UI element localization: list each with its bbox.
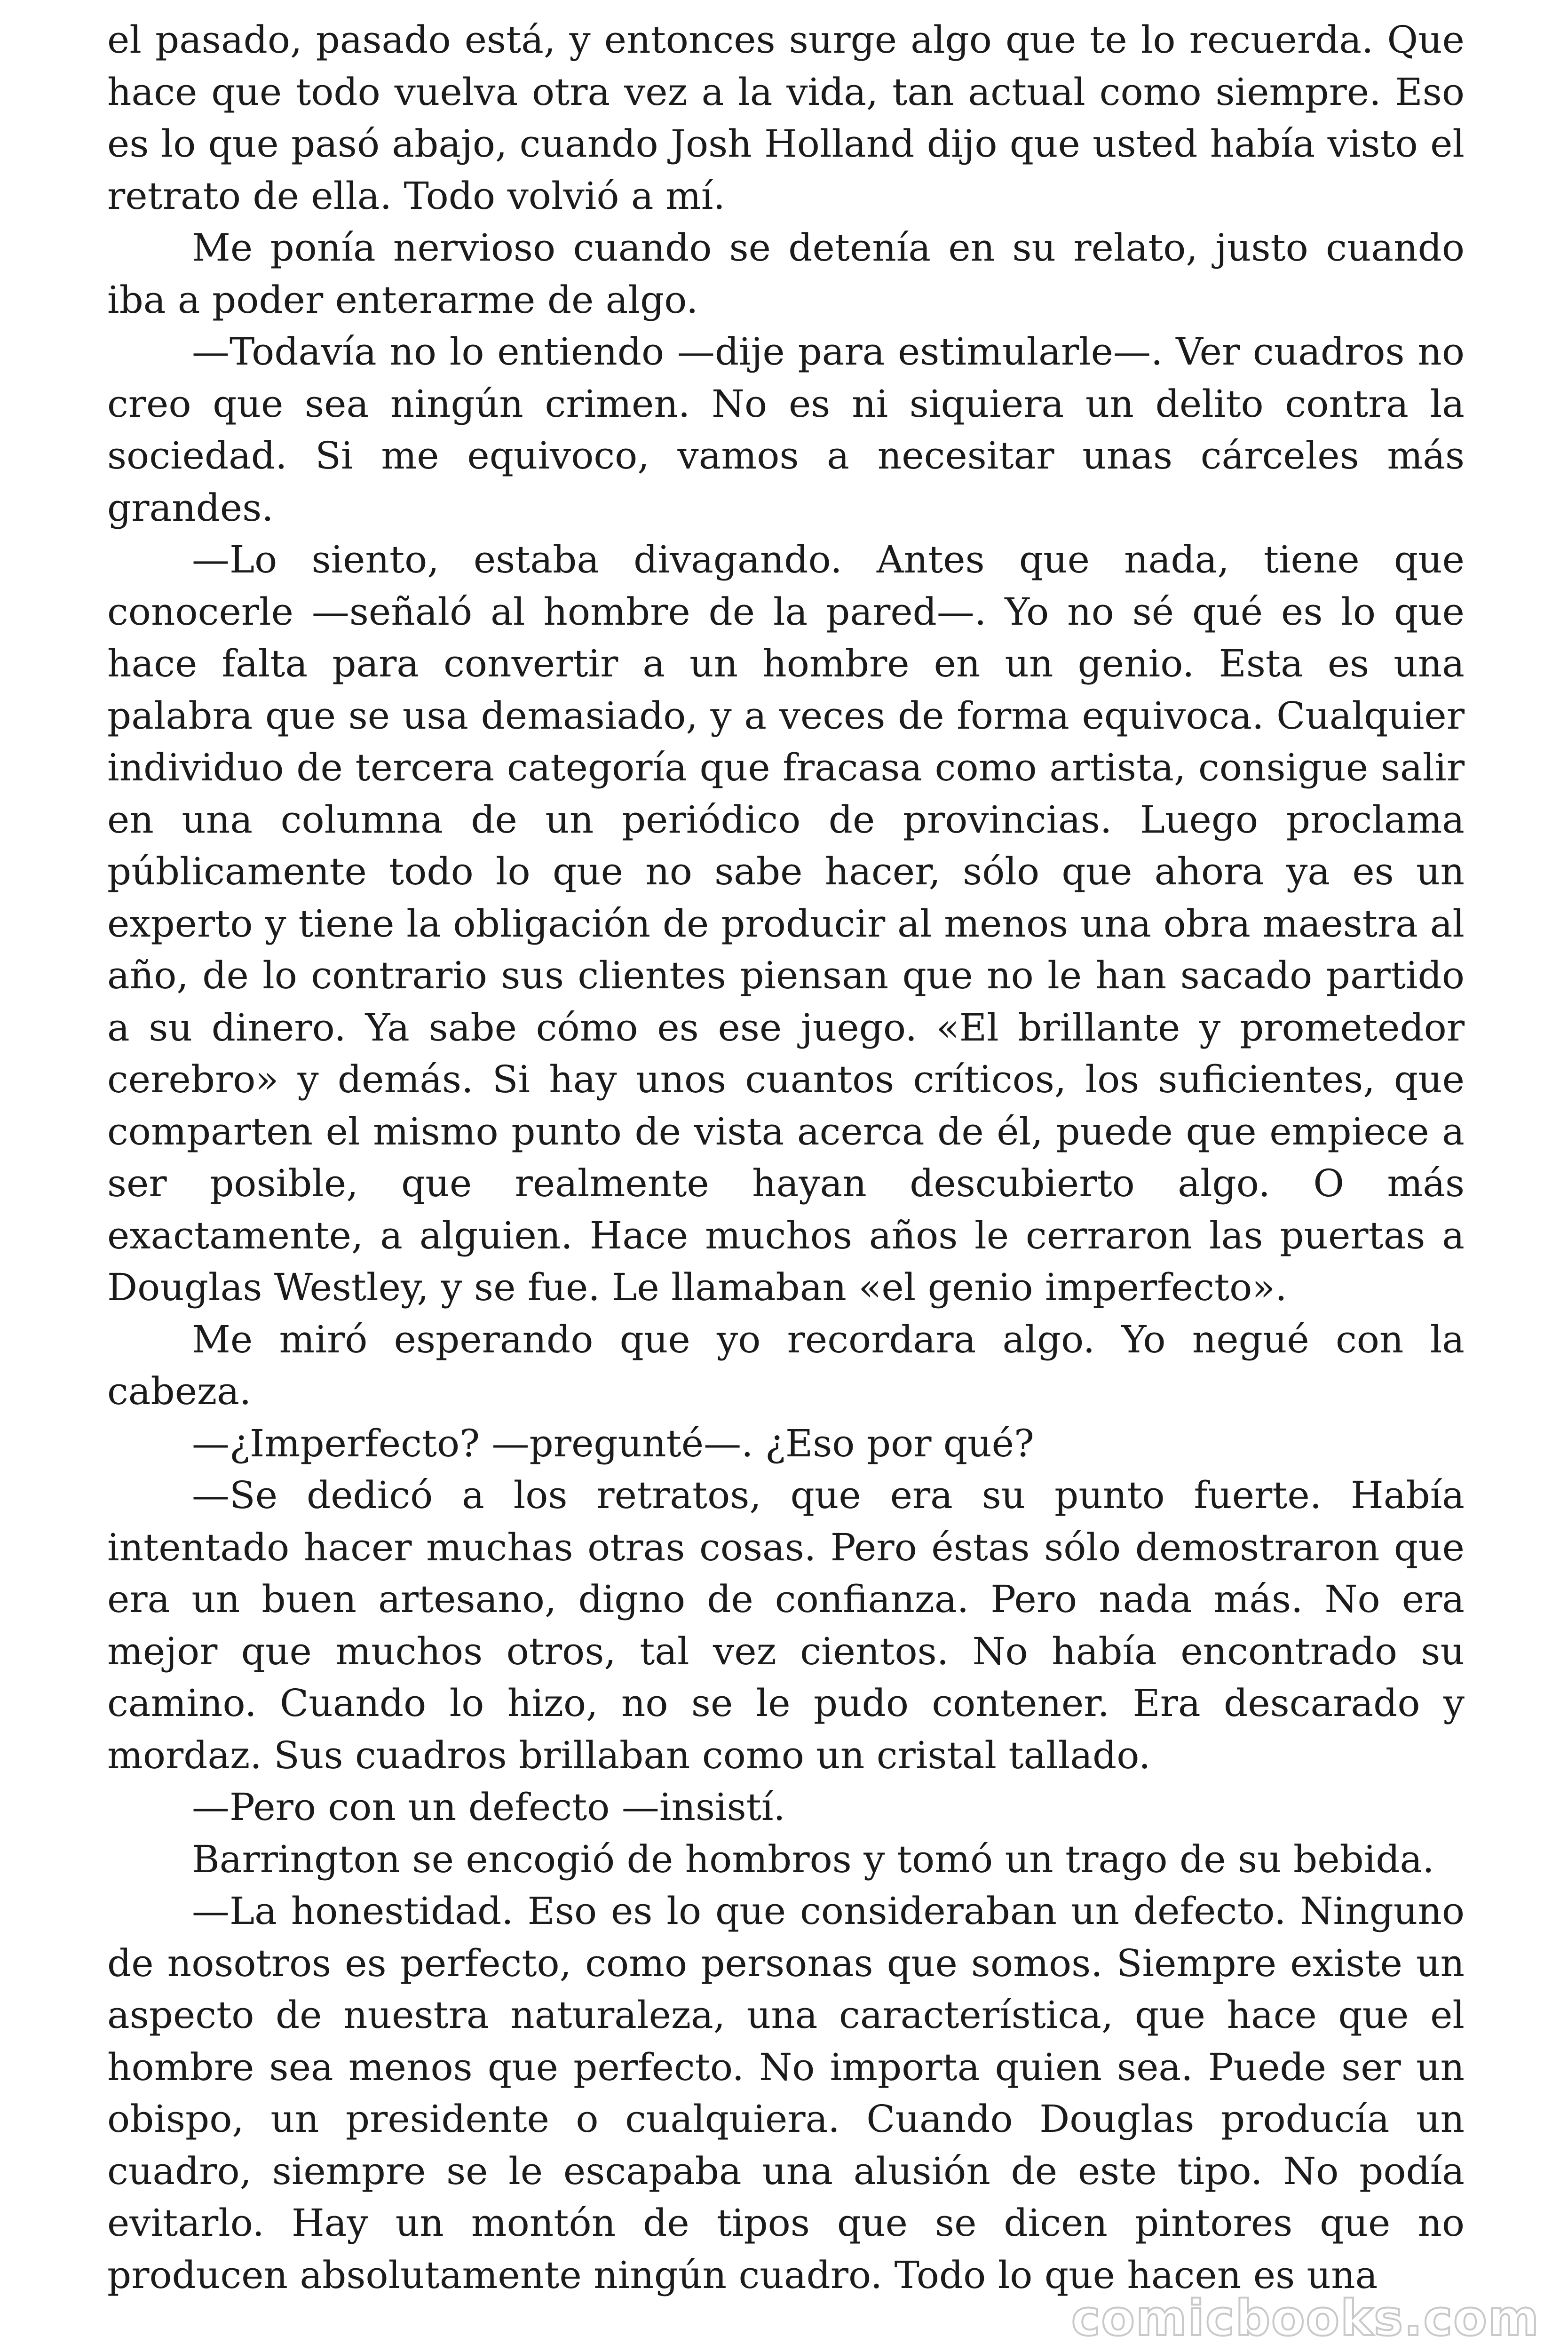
paragraph: —¿Imperfecto? —pregunté—. ¿Eso por qué? [192,1421,1034,1465]
paragraph: el pasado, pasado está, y entonces surge algo que te lo recuerda. Que hace que todo vuelva otra vez a la vida, tan actual como siempre. Eso es lo que pasó abajo, cuando Josh Holland dijo que usted había visto el retrato de ella. Todo volvió a mí. [107,18,1465,218]
paragraph: —La honestidad. Eso es lo que consideraban un defecto. Ninguno de nosotros es perfecto, como personas que somos. Siempre existe un aspecto de nuestra naturaleza, una característica, que hace que el hombre sea menos que perfecto. No importa quien sea. Puede ser un obispo, un presidente o cualquiera. Cuando Douglas producía un cuadro, siempre se le escapaba una alusión de este tipo. No podía evitarlo. Hay un montón de tipos que se dicen pintores que no producen absolutamente ningún cuadro. Todo lo que hacen es una [107,1889,1465,2297]
paragraph: Me ponía nervioso cuando se detenía en su relato, justo cuando iba a poder enterarme de algo. [107,226,1465,322]
watermark: comicbooks.com [1071,2289,1540,2347]
paragraph: Me miró esperando que yo recordara algo. Yo negué con la cabeza. [107,1317,1465,1413]
paragraph: Barrington se encogió de hombros y tomó un trago de su bebida. [192,1837,1434,1881]
paragraph: —Todavía no lo entiendo —dije para estimularle—. Ver cuadros no creo que sea ningún crimen. No es ni siquiera un delito contra la sociedad. Si me equivoco, vamos a necesitar unas cárceles más grandes. [107,330,1465,530]
book-page-text [107,14,1465,2301]
paragraph: —Se dedicó a los retratos, que era su punto fuerte. Había intentado hacer muchas otras cosas. Pero éstas sólo demostraron que era un buen artesano, digno de confianza. Pero nada más. No era mejor que muchos otros, tal vez cientos. No había encontrado su camino. Cuando lo hizo, no se le pudo contener. Era descarado y mordaz. Sus cuadros brillaban como un cristal tallado. [107,1473,1465,1777]
paragraph: —Lo siento, estaba divagando. Antes que nada, tiene que conocerle —señaló al hombre de la pared—. Yo no sé qué es lo que hace falta para convertir a un hombre en un genio. Esta es una palabra que se usa demasiado, y a veces de forma equivoca. Cualquier individuo de tercera categoría que fracasa como artista, consigue salir en una columna de un periódico de provincias. Luego proclama públicamente todo lo que no sabe hacer, sólo que ahora ya es un experto y tiene la obligación de producir al menos una obra maestra al año, de lo contrario sus clientes piensan que no le han sacado partido a su dinero. Ya sabe cómo es ese juego. «El brillante y prometedor cerebro» y demás. Si hay unos cuantos críticos, los suficientes, que comparten el mismo punto de vista acerca de él, puede que empiece a ser posible, que realmente hayan descubierto algo. O más exactamente, a alguien. Hace muchos años le cerraron las puertas a Douglas Westley, y se fue. Le llamaban «el genio imperfecto». [107,538,1465,1309]
paragraph: —Pero con un defecto —insistí. [192,1785,785,1829]
